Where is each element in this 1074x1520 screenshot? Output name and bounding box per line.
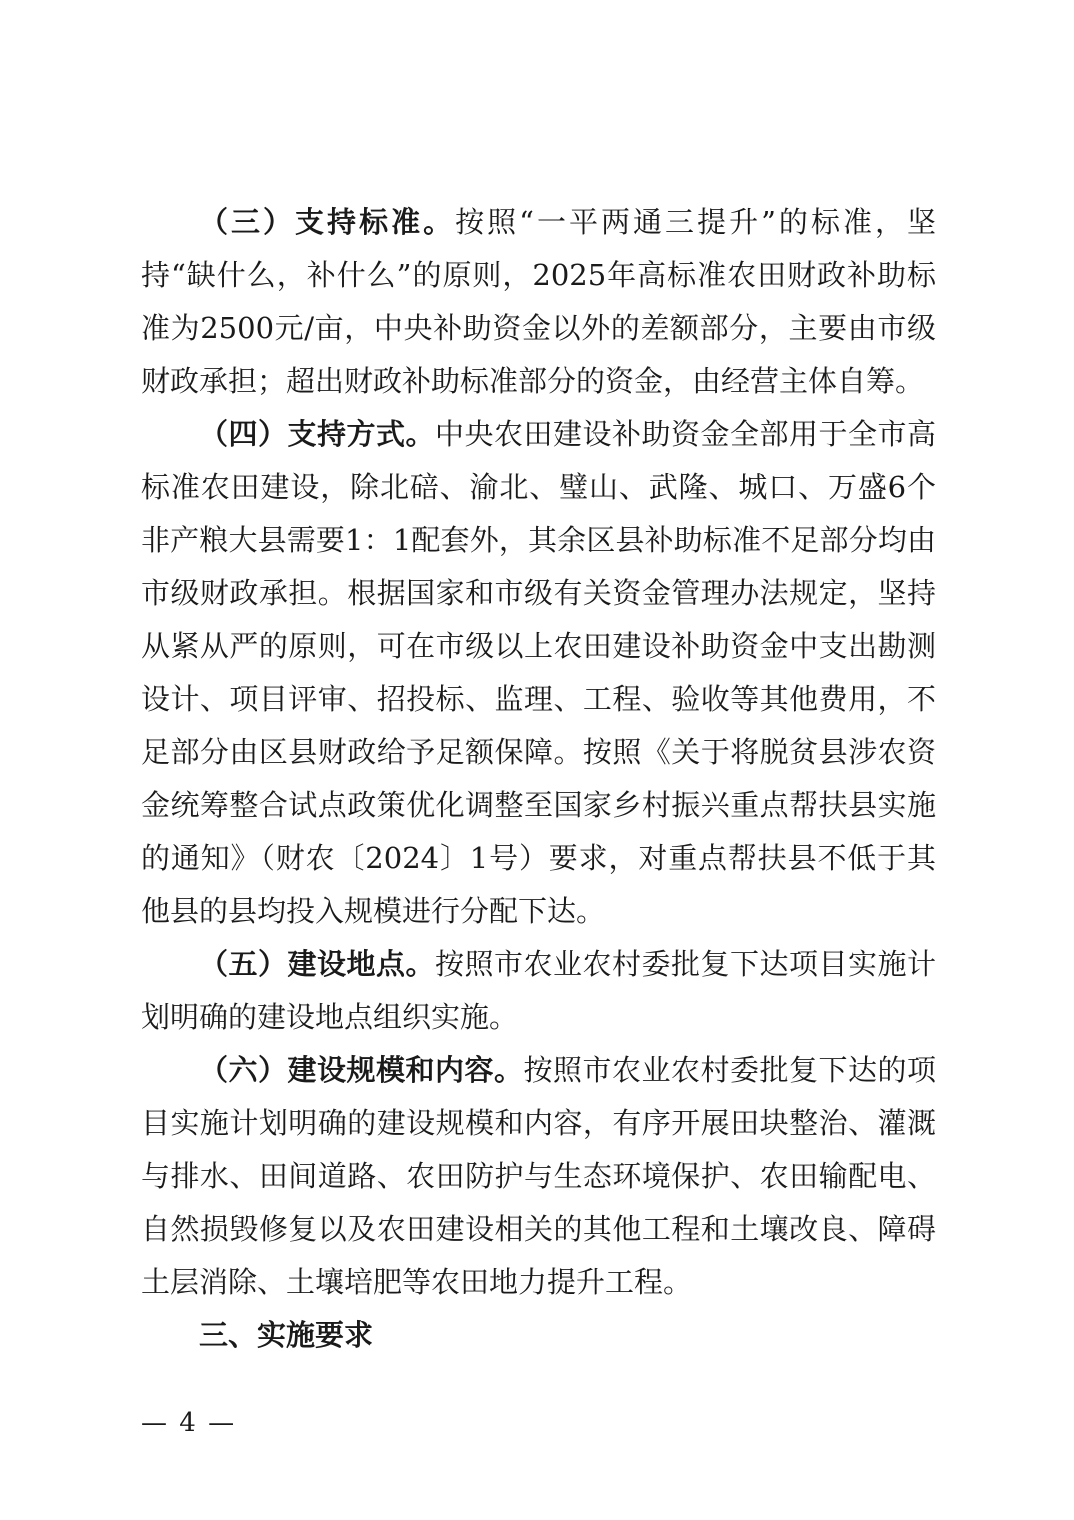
section-heading: 三、实施要求 [199,1318,374,1352]
paragraph-text: 按照市农业农村委批复下达项目实施计划明确的建设地点组织实施。 [141,947,936,1034]
paragraph-construction-scale [141,1044,936,1309]
paragraph-text: 按照“一平两通三提升”的标准，坚持“缺什么，补什么”的原则，2025年高标准农田财政补助标准为2500元/亩，中央补助资金以外的差额部分，主要由市级财政承担；超出财政补助标准部分的资金，由经营主体自筹。 [141,205,936,398]
paragraph-lead: （四）支持方式。 [199,417,435,451]
page-number: — 4 — [141,1408,237,1438]
paragraph-text: 按照市农业农村委批复下达的项目实施计划明确的建设规模和内容，有序开展田块整治、灌溉与排水、田间道路、农田防护与生态环境保护、农田输配电、自然损毁修复以及农田建设相关的其他工程和土壤改良、障碍土层消除、土壤培肥等农田地力提升工程。 [141,1053,936,1299]
paragraph-text: 中央农田建设补助资金全部用于全市高标准农田建设，除北碚、渝北、璧山、武隆、城口、万盛6个非产粮大县需要1：1配套外，其余区县补助标准不足部分均由市级财政承担。根据国家和市级有关资金管理办法规定，坚持从紧从严的原则，可在市级以上农田建设补助资金中支出勘测设计、项目评审、招投标、监理、工程、验收等其他费用，不足部分由区县财政给予足额保障。按照《关于将脱贫县涉农资金统筹整合试点政策优化调整至国家乡村振兴重点帮扶县实施的通知》（财农〔2024〕1号）要求，对重点帮扶县不低于其他县的县均投入规模进行分配下达。 [141,417,936,928]
paragraph-lead: （六）建设规模和内容。 [199,1053,524,1087]
paragraph-lead: （五）建设地点。 [199,947,435,981]
paragraph-support-method [141,408,936,938]
paragraph-support-standard [141,196,936,408]
paragraph-construction-site [141,938,936,1044]
paragraph-lead: （三）支持标准。 [199,205,456,239]
document-body [141,196,936,1362]
